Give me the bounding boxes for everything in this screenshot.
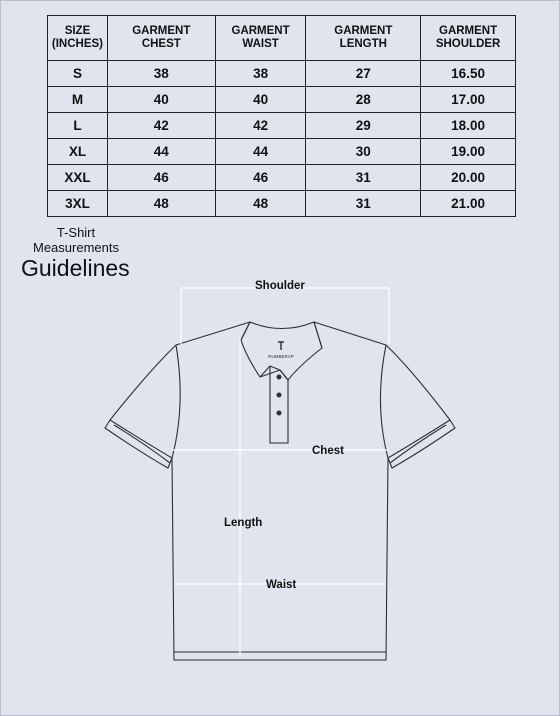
cell-waist: 38 [215, 61, 306, 87]
brand-text: RUMBERAP [268, 354, 294, 359]
button-dot [277, 411, 282, 416]
guide-subtitle-line1: T-Shirt [56, 225, 96, 240]
brand-mark [268, 342, 294, 359]
cell-size: M [48, 87, 108, 113]
cell-length: 27 [306, 61, 421, 87]
chest-label: Chest [312, 445, 344, 457]
size-chart-header-row [48, 16, 516, 61]
cell-shoulder: 16.50 [421, 61, 516, 87]
cell-shoulder: 19.00 [421, 139, 516, 165]
header-waist: GARMENT WAIST [215, 16, 306, 61]
header-size: SIZE (INCHES) [48, 16, 108, 61]
cell-chest: 44 [107, 139, 215, 165]
shoulder-label: Shoulder [255, 280, 305, 292]
table-row [48, 165, 516, 191]
button-dot [277, 393, 282, 398]
cell-shoulder: 20.00 [421, 165, 516, 191]
table-row [48, 139, 516, 165]
brand-logo-icon [278, 342, 284, 350]
cell-length: 31 [306, 191, 421, 217]
tshirt-outline [105, 322, 455, 660]
guide-subtitle [26, 225, 126, 255]
cell-length: 31 [306, 165, 421, 191]
guide-subtitle-line2: Measurements [33, 240, 119, 255]
header-length: GARMENT LENGTH [306, 16, 421, 61]
cell-size: 3XL [48, 191, 108, 217]
cell-waist: 44 [215, 139, 306, 165]
cell-chest: 38 [107, 61, 215, 87]
cell-waist: 46 [215, 165, 306, 191]
header-chest: GARMENT CHEST [107, 16, 215, 61]
cell-waist: 40 [215, 87, 306, 113]
table-row [48, 61, 516, 87]
waist-label: Waist [266, 579, 297, 591]
size-chart-table [47, 15, 516, 217]
cell-length: 30 [306, 139, 421, 165]
table-row [48, 87, 516, 113]
tshirt-diagram [0, 270, 560, 690]
cell-chest: 46 [107, 165, 215, 191]
cell-chest: 42 [107, 113, 215, 139]
cell-length: 29 [306, 113, 421, 139]
cell-waist: 48 [215, 191, 306, 217]
cell-size: XL [48, 139, 108, 165]
cell-shoulder: 18.00 [421, 113, 516, 139]
guide-heading: Guidelines [21, 255, 130, 281]
table-row [48, 191, 516, 217]
cell-size: S [48, 61, 108, 87]
tshirt-illustration [0, 270, 560, 690]
cell-chest: 48 [107, 191, 215, 217]
cell-size: XXL [48, 165, 108, 191]
cell-waist: 42 [215, 113, 306, 139]
cell-shoulder: 21.00 [421, 191, 516, 217]
table-row [48, 113, 516, 139]
header-shoulder: GARMENT SHOULDER [421, 16, 516, 61]
button-dot [277, 375, 282, 380]
cell-shoulder: 17.00 [421, 87, 516, 113]
cell-length: 28 [306, 87, 421, 113]
length-label: Length [224, 517, 263, 529]
cell-size: L [48, 113, 108, 139]
button-dots [277, 375, 282, 416]
cell-chest: 40 [107, 87, 215, 113]
